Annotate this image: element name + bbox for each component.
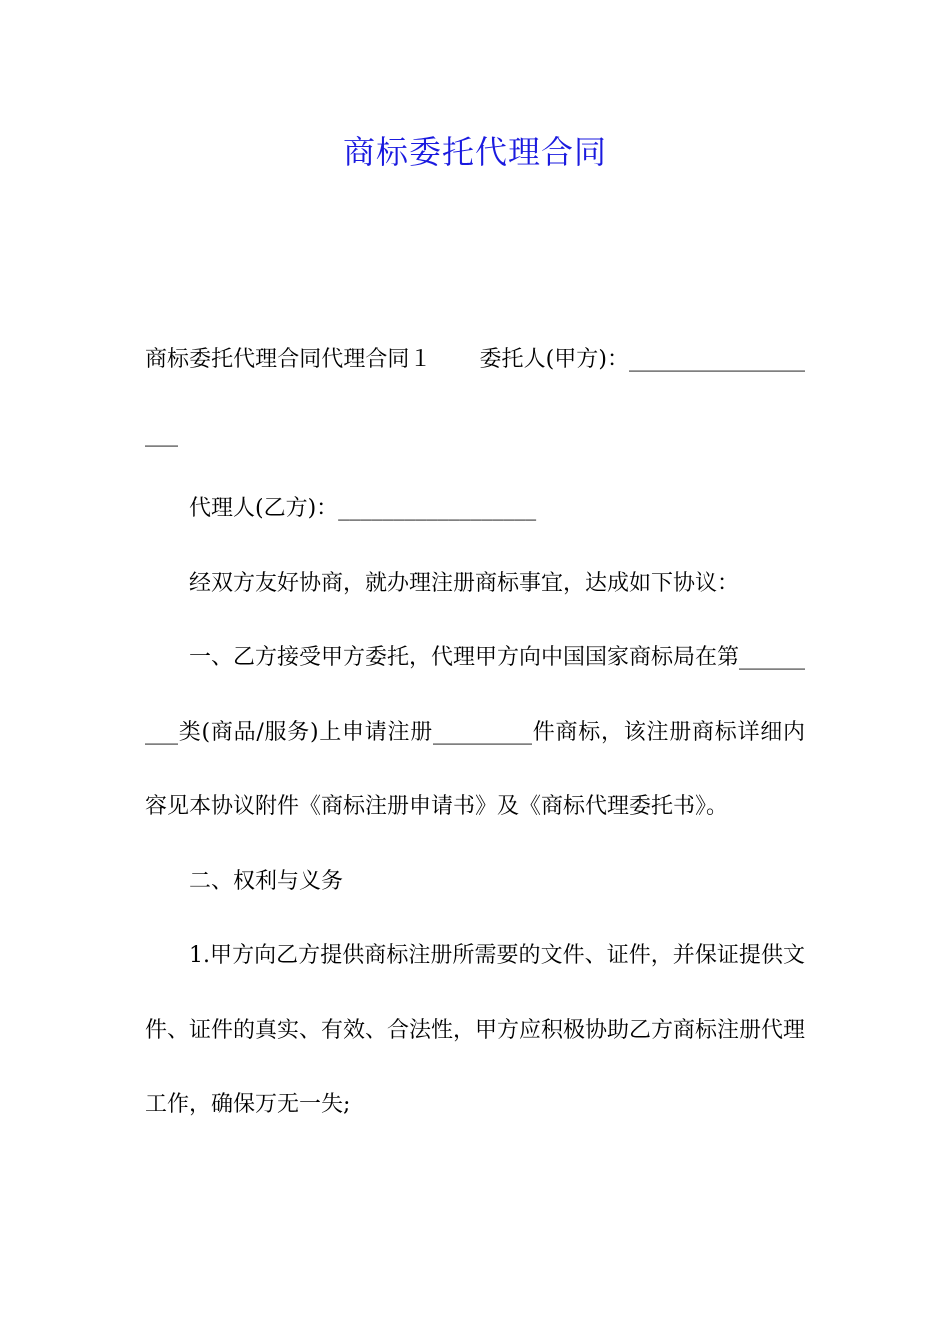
- paragraph-agreement-intro: 经双方友好协商，就办理注册商标事宜，达成如下协议：: [189, 570, 740, 596]
- document-title: 商标委托代理合同: [342, 133, 607, 171]
- client-party-line: 委托人(甲方)：___________________: [145, 347, 805, 447]
- paragraph-section-rights: 二、权利与义务: [189, 868, 344, 894]
- paragraph-client: [145, 323, 805, 472]
- paragraph-agent: 代理人(乙方)：__________________: [189, 496, 537, 521]
- contract-body: [145, 323, 805, 1143]
- paragraph-clause-2-1: 1.甲方向乙方提供商标注册所需要的文件、证件，并保证提供文件、证件的真实、有效、合法性，甲方应积极协助乙方商标注册代理工作，确保万无一失;: [145, 943, 806, 1117]
- paragraph-clause-1: 一、乙方接受甲方委托，代理甲方向中国国家商标局在第_________类(商品/服务)上申请注册_________件商标，该注册商标详细内容见本协议附件《商标注册申请书》及《商标代理委托书》。: [145, 645, 806, 819]
- contract-heading-line: 商标委托代理合同代理合同１: [145, 347, 432, 372]
